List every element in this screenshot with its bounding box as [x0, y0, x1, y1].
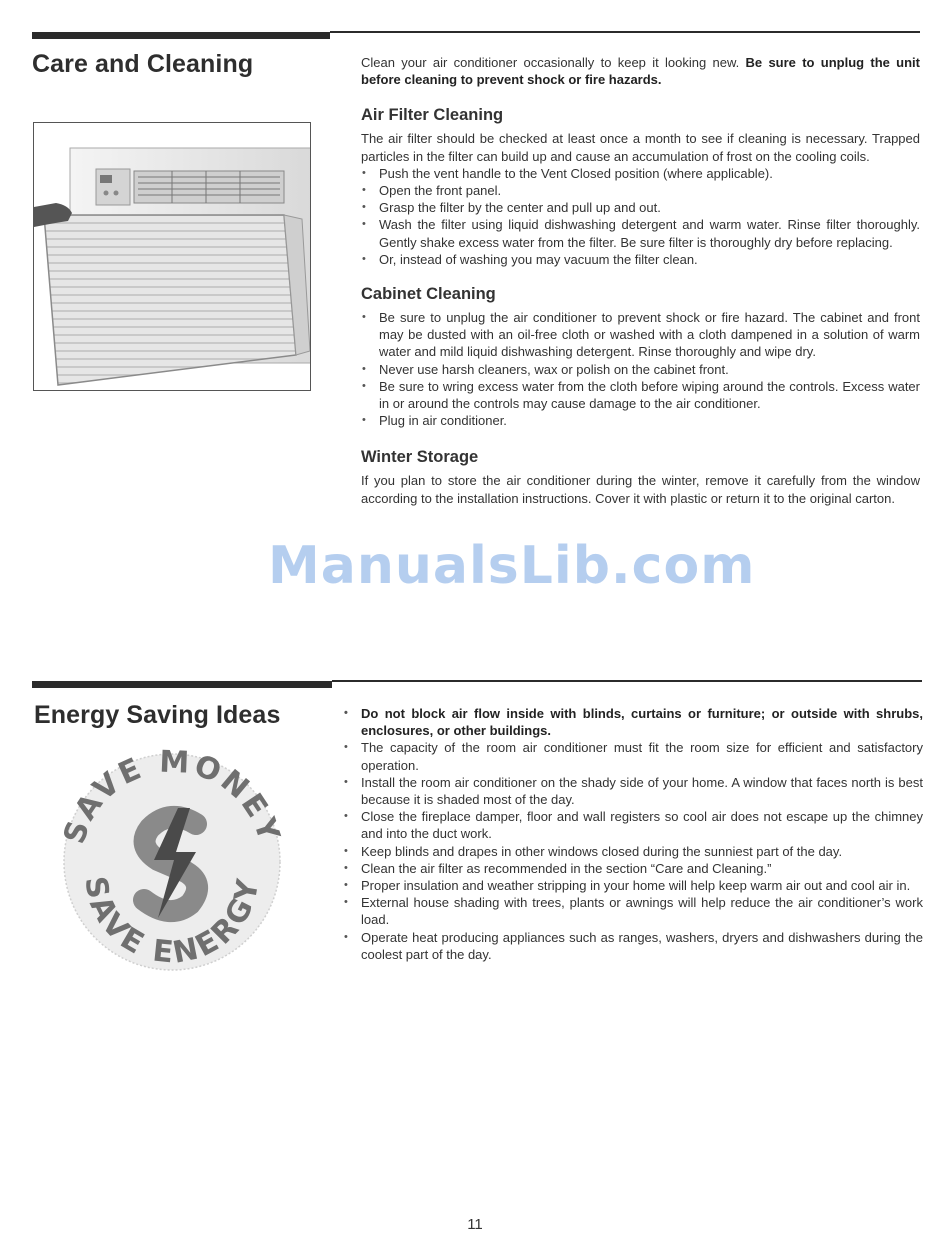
list-item: • Do not block air flow inside with blinds, curtains or furniture; or outside with shrubs, enclosures, or other buildings.	[343, 705, 923, 739]
care-text-column	[361, 54, 920, 507]
list-item: • Open the front panel.	[361, 182, 920, 199]
list-item: • Clean the air filter as recommended in the section “Care and Cleaning.”	[343, 860, 923, 877]
air-filter-paragraph: The air filter should be checked at least once a month to see if cleaning is necessary. Trapped particles in the filter can build up and cause an accumulation of frost on the cooling coils.	[361, 131, 920, 164]
air-conditioner-photo	[33, 122, 311, 391]
dollar-bolt-icon	[144, 808, 197, 918]
section-rule-line-energy	[332, 680, 922, 682]
heading-air-filter: Air Filter Cleaning	[361, 106, 504, 125]
section-rule-bar-energy	[32, 681, 332, 688]
list-item: • Push the vent handle to the Vent Closed position (where applicable).	[361, 165, 920, 182]
list-item: • Close the fireplace damper, floor and wall registers so cool air does not escape up the chimney and into the duct work.	[343, 808, 923, 842]
care-intro-text: Clean your air conditioner occasionally to keep it looking new.	[361, 55, 740, 70]
list-item: • Be sure to wring excess water from the cloth before wiping around the controls. Excess water in or around the controls may cause damage to the air conditioner.	[361, 378, 920, 412]
energy-text-column	[343, 705, 923, 963]
care-intro	[361, 54, 920, 88]
emblem-illustration	[58, 748, 286, 976]
save-money-save-energy-emblem	[58, 748, 286, 976]
winter-storage-paragraph: If you plan to store the air conditioner during the winter, remove it carefully from the window according to the installation instructions. Cover it with plastic or return it to the original carton.	[361, 473, 920, 506]
list-item: • Install the room air conditioner on the shady side of your home. A window that faces north is best because it is shaded most of the day.	[343, 774, 923, 808]
list-item: • Or, instead of washing you may vacuum the filter clean.	[361, 251, 920, 268]
section-rule-line-care	[330, 31, 920, 33]
air-conditioner-illustration	[34, 123, 310, 390]
emblem-bottom-text: SAVE ENERGY	[77, 873, 267, 971]
watermark: ManualsLib.com	[268, 536, 756, 596]
heading-winter-storage: Winter Storage	[361, 448, 479, 467]
list-item: • Keep blinds and drapes in other windows closed during the sunniest part of the day.	[343, 843, 923, 860]
section-title-energy: Energy Saving Ideas	[34, 701, 281, 729]
list-item: • Plug in air conditioner.	[361, 412, 920, 429]
section-rule-bar-care	[32, 32, 330, 39]
care-intro-warning: Be sure to unplug the unit before cleaning to prevent shock or fire hazards.	[361, 55, 920, 88]
cabinet-cleaning-list	[361, 309, 920, 429]
list-item: • Operate heat producing appliances such as ranges, washers, dryers and dishwashers during the coolest part of the day.	[343, 929, 923, 963]
list-item: • Wash the filter using liquid dishwashing detergent and warm water. Rinse filter thoroughly. Gently shake excess water from the filter. Be sure filter is thoroughly dry before replacing.	[361, 216, 920, 250]
emblem-top-text: SAVE MONEY	[58, 748, 286, 849]
list-item: • The capacity of the room air conditioner must fit the room size for efficient and satisfactory operation.	[343, 739, 923, 773]
list-item: • Never use harsh cleaners, wax or polish on the cabinet front.	[361, 361, 920, 378]
list-item: • Proper insulation and weather stripping in your home will help keep warm air out and cool air in.	[343, 877, 923, 894]
list-item: • External house shading with trees, plants or awnings will help reduce the air conditioner’s work load.	[343, 894, 923, 928]
air-filter-list	[361, 165, 920, 268]
section-title-care: Care and Cleaning	[32, 50, 254, 78]
list-item: • Grasp the filter by the center and pull up and out.	[361, 199, 920, 216]
heading-cabinet-cleaning: Cabinet Cleaning	[361, 285, 496, 304]
list-item: • Be sure to unplug the air conditioner to prevent shock or fire hazard. The cabinet and front may be dusted with an oil-free cloth or washed with a cloth dampened in a solution of warm water and mild liquid dishwashing detergent. Rinse thoroughly and wipe dry.	[361, 309, 920, 361]
page-number: 11	[467, 1216, 483, 1233]
energy-ideas-list	[343, 705, 923, 963]
